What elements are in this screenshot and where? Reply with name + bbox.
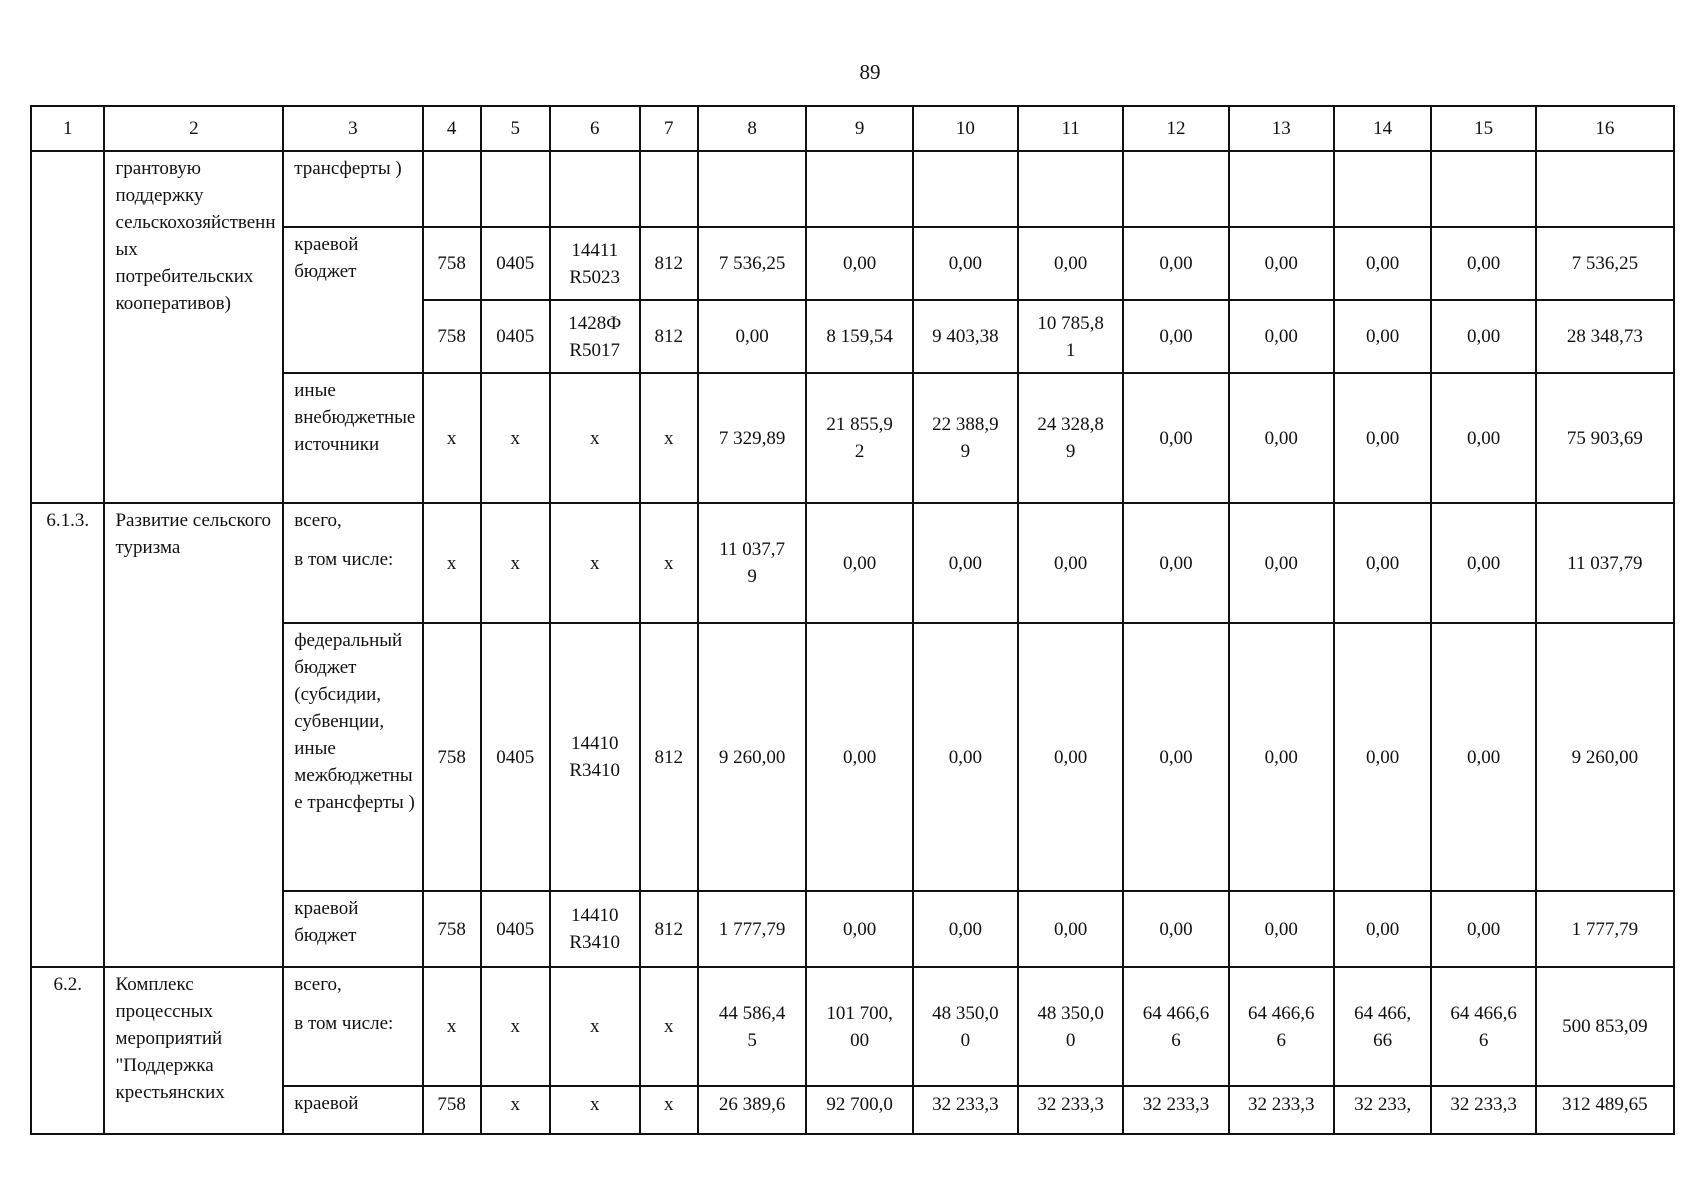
- header-cell: 1: [31, 106, 104, 151]
- funding-including-label: в том числе:: [294, 1013, 394, 1034]
- header-cell: 14: [1334, 106, 1432, 151]
- table-cell: х: [550, 1086, 640, 1134]
- header-cell: 15: [1431, 106, 1535, 151]
- funding-source-cell: краевой бюджет: [283, 227, 422, 373]
- funding-source-cell: краевой: [283, 1086, 422, 1134]
- funding-source-cell: трансферты ): [283, 151, 422, 227]
- table-cell: 812: [640, 300, 698, 373]
- header-cell: 10: [913, 106, 1018, 151]
- table-cell: 11 037,7 9: [698, 503, 807, 623]
- funding-total-label: всего,: [294, 974, 342, 995]
- header-cell: 2: [104, 106, 283, 151]
- table-cell: 7 536,25: [698, 227, 807, 300]
- table-cell: 0,00: [1229, 891, 1334, 967]
- item-name-cell: Развитие сельского туризма: [104, 503, 283, 967]
- table-cell: х: [423, 967, 481, 1086]
- item-name-cell: грантовую поддержку сельскохозяйственных потребительских кооперативов): [104, 151, 283, 503]
- table-cell: х: [481, 967, 550, 1086]
- table-cell: 26 389,6: [698, 1086, 807, 1134]
- row-number-cell: 6.1.3.: [31, 503, 104, 967]
- table-cell: 0,00: [1334, 300, 1432, 373]
- table-cell: 22 388,9 9: [913, 373, 1018, 503]
- table-cell: 0,00: [806, 503, 912, 623]
- header-cell: 13: [1229, 106, 1334, 151]
- table-cell: 0,00: [1431, 623, 1535, 891]
- table-cell: [423, 151, 481, 227]
- table-cell: 10 785,8 1: [1018, 300, 1123, 373]
- table-cell: [1431, 151, 1535, 227]
- table-cell: 758: [423, 227, 481, 300]
- table-cell: 14410 R3410: [550, 891, 640, 967]
- table-cell: 0,00: [1123, 623, 1228, 891]
- table-cell: 0,00: [1123, 503, 1228, 623]
- table-cell: 0,00: [1431, 503, 1535, 623]
- table-cell: 11 037,79: [1536, 503, 1674, 623]
- header-cell: 8: [698, 106, 807, 151]
- table-cell: 7 329,89: [698, 373, 807, 503]
- table-cell: 9 260,00: [698, 623, 807, 891]
- funding-including-label: в том числе:: [294, 549, 394, 570]
- header-cell: 4: [423, 106, 481, 151]
- table-cell: 0,00: [1229, 227, 1334, 300]
- table-cell: [913, 151, 1018, 227]
- table-cell: 32 233,3: [1018, 1086, 1123, 1134]
- table-cell: [481, 151, 550, 227]
- header-cell: 3: [283, 106, 422, 151]
- table-cell: 0,00: [1229, 300, 1334, 373]
- table-row: [31, 967, 1674, 1086]
- table-cell: 32 233,3: [1123, 1086, 1228, 1134]
- table-cell: [1018, 151, 1123, 227]
- table-cell: 0,00: [1431, 891, 1535, 967]
- table-cell: 64 466, 66: [1334, 967, 1432, 1086]
- table-cell: 758: [423, 1086, 481, 1134]
- table-cell: 7 536,25: [1536, 227, 1674, 300]
- table-cell: [1229, 151, 1334, 227]
- table-cell: 0,00: [1334, 373, 1432, 503]
- table-cell: 32 233,3: [913, 1086, 1018, 1134]
- funding-total-label: всего,: [294, 510, 342, 531]
- table-cell: 48 350,0 0: [1018, 967, 1123, 1086]
- table-cell: 24 328,8 9: [1018, 373, 1123, 503]
- table-row: [31, 503, 1674, 623]
- table-cell: 32 233,3: [1431, 1086, 1535, 1134]
- table-row: [31, 151, 1674, 227]
- header-cell: 7: [640, 106, 698, 151]
- table-cell: [806, 151, 912, 227]
- table-cell: 0,00: [1431, 373, 1535, 503]
- table-cell: 0,00: [1018, 503, 1123, 623]
- table-cell: 9 403,38: [913, 300, 1018, 373]
- table-cell: 758: [423, 300, 481, 373]
- row-number-cell: 6.2.: [31, 967, 104, 1134]
- table-cell: [698, 151, 807, 227]
- table-cell: 0,00: [913, 227, 1018, 300]
- table-cell: 0,00: [1123, 373, 1228, 503]
- table-cell: 0,00: [1123, 227, 1228, 300]
- funding-source-cell: [283, 503, 422, 623]
- table-cell: 92 700,0: [806, 1086, 912, 1134]
- table-cell: 0405: [481, 300, 550, 373]
- table-cell: 0,00: [1334, 227, 1432, 300]
- funding-source-cell: иные внебюджетные источники: [283, 373, 422, 503]
- table-cell: х: [423, 503, 481, 623]
- table-cell: [640, 151, 698, 227]
- header-cell: 9: [806, 106, 912, 151]
- table-cell: 0,00: [1431, 227, 1535, 300]
- header-cell: 11: [1018, 106, 1123, 151]
- table-cell: х: [550, 373, 640, 503]
- table-cell: 0,00: [1431, 300, 1535, 373]
- table-cell: х: [550, 503, 640, 623]
- table-cell: 0,00: [1018, 891, 1123, 967]
- table-cell: 1428Ф R5017: [550, 300, 640, 373]
- table-cell: 312 489,65: [1536, 1086, 1674, 1134]
- table-cell: 0,00: [1229, 373, 1334, 503]
- table-cell: х: [423, 373, 481, 503]
- table-cell: х: [481, 373, 550, 503]
- table-cell: 0,00: [806, 227, 912, 300]
- table-cell: 101 700, 00: [806, 967, 912, 1086]
- table-cell: 14410 R3410: [550, 623, 640, 891]
- table-cell: 64 466,6 6: [1123, 967, 1228, 1086]
- table-cell: х: [550, 967, 640, 1086]
- table-cell: 28 348,73: [1536, 300, 1674, 373]
- table-cell: х: [481, 1086, 550, 1134]
- table-cell: 812: [640, 891, 698, 967]
- table-cell: 0,00: [1123, 300, 1228, 373]
- table-cell: [550, 151, 640, 227]
- table-cell: 0,00: [1334, 891, 1432, 967]
- table-cell: 0,00: [1123, 891, 1228, 967]
- table-cell: 0,00: [1229, 623, 1334, 891]
- table-cell: 0405: [481, 623, 550, 891]
- item-name-cell: Комплекс процессных мероприятий "Поддержка крестьянских: [104, 967, 283, 1134]
- table-cell: х: [640, 503, 698, 623]
- table-cell: [1123, 151, 1228, 227]
- funding-source-cell: [283, 967, 422, 1086]
- page-number: 89: [859, 60, 881, 84]
- table-cell: 0,00: [913, 623, 1018, 891]
- table-cell: 14411 R5023: [550, 227, 640, 300]
- table-cell: 8 159,54: [806, 300, 912, 373]
- header-row: [31, 106, 1674, 151]
- table-cell: 758: [423, 623, 481, 891]
- table-cell: 0405: [481, 227, 550, 300]
- header-cell: 5: [481, 106, 550, 151]
- table-cell: 32 233,3: [1229, 1086, 1334, 1134]
- header-cell: 16: [1536, 106, 1674, 151]
- table-cell: 64 466,6 6: [1431, 967, 1535, 1086]
- table-cell: 0,00: [1334, 623, 1432, 891]
- table-cell: 0,00: [806, 623, 912, 891]
- table-cell: 9 260,00: [1536, 623, 1674, 891]
- header-cell: 6: [550, 106, 640, 151]
- budget-table: [30, 105, 1675, 1135]
- funding-source-cell: федеральный бюджет (субсидии, субвенции, иные межбюджетные трансферты ): [283, 623, 422, 891]
- table-cell: 32 233,: [1334, 1086, 1432, 1134]
- table-cell: 0,00: [913, 503, 1018, 623]
- table-cell: 0,00: [1018, 623, 1123, 891]
- table-cell: 1 777,79: [1536, 891, 1674, 967]
- table-cell: 44 586,4 5: [698, 967, 807, 1086]
- row-number-cell: [31, 151, 104, 503]
- header-cell: 12: [1123, 106, 1228, 151]
- table-cell: 0,00: [913, 891, 1018, 967]
- table-cell: 758: [423, 891, 481, 967]
- table-cell: 0,00: [1018, 227, 1123, 300]
- table-cell: х: [640, 967, 698, 1086]
- table-cell: х: [481, 503, 550, 623]
- table-cell: 48 350,0 0: [913, 967, 1018, 1086]
- table-cell: 64 466,6 6: [1229, 967, 1334, 1086]
- table-cell: 500 853,09: [1536, 967, 1674, 1086]
- table-cell: х: [640, 373, 698, 503]
- table-cell: 812: [640, 227, 698, 300]
- table-cell: 812: [640, 623, 698, 891]
- table-cell: 1 777,79: [698, 891, 807, 967]
- table-cell: х: [640, 1086, 698, 1134]
- table-cell: [1334, 151, 1432, 227]
- table-cell: 0,00: [1229, 503, 1334, 623]
- table-cell: 0,00: [806, 891, 912, 967]
- table-cell: 75 903,69: [1536, 373, 1674, 503]
- funding-source-cell: краевой бюджет: [283, 891, 422, 967]
- table-cell: 0,00: [698, 300, 807, 373]
- table-cell: [1536, 151, 1674, 227]
- table-cell: 0405: [481, 891, 550, 967]
- table-cell: 21 855,9 2: [806, 373, 912, 503]
- table-cell: 0,00: [1334, 503, 1432, 623]
